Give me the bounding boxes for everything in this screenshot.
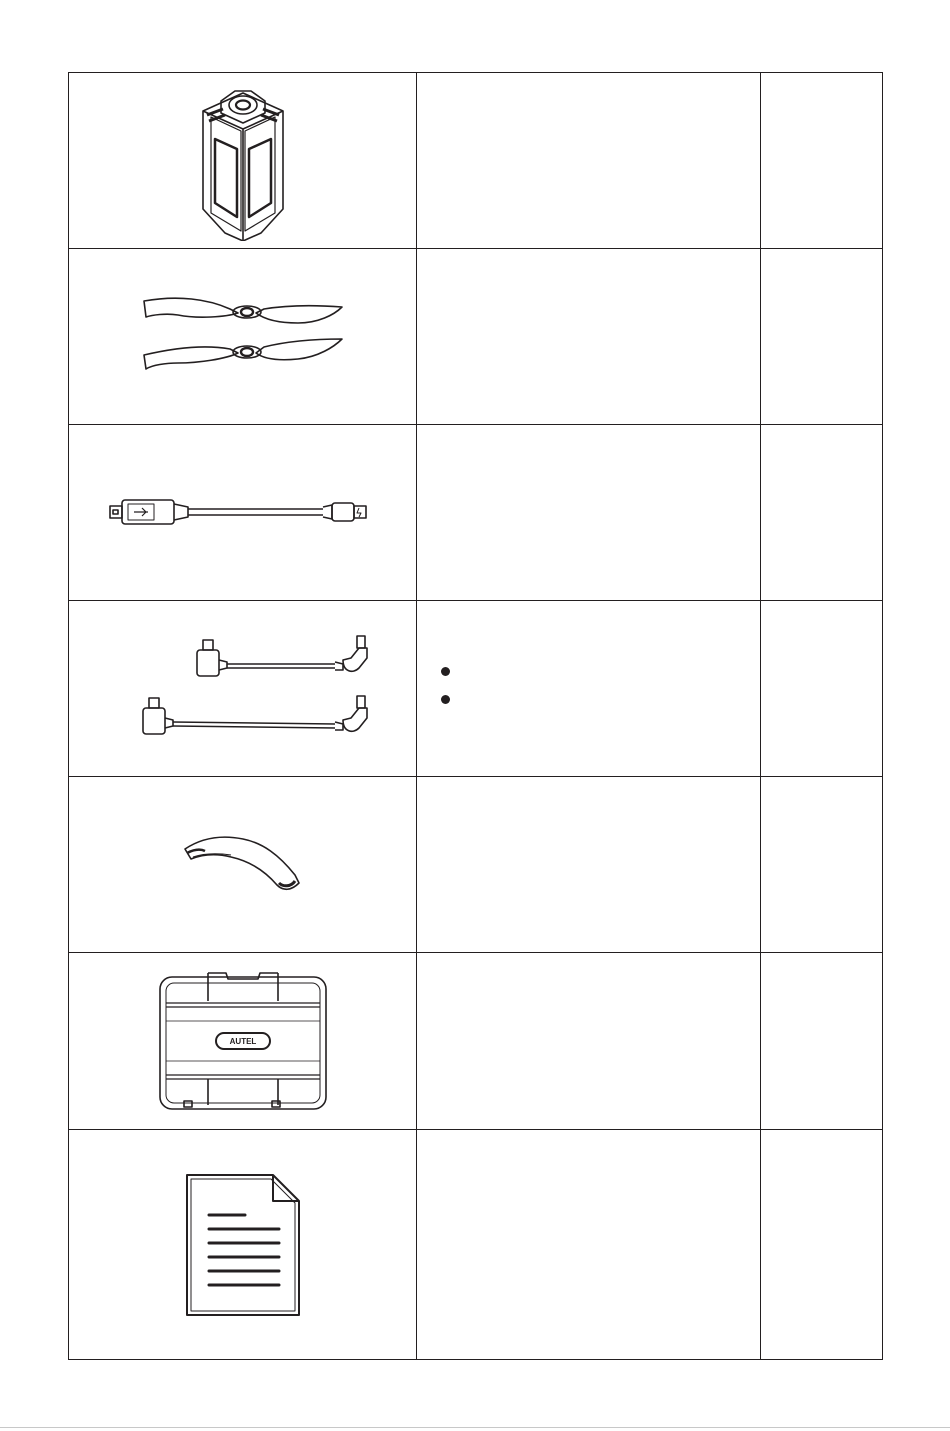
rc-cables-icon	[113, 634, 373, 744]
table-row	[69, 1130, 883, 1360]
item-description-cell	[417, 249, 761, 425]
item-quantity-cell	[761, 73, 883, 249]
item-image-cell	[69, 73, 417, 249]
item-quantity-cell	[761, 777, 883, 953]
strap-icon	[183, 835, 303, 895]
item-quantity-cell	[761, 953, 883, 1130]
item-description-cell	[417, 777, 761, 953]
battery-icon	[183, 81, 303, 241]
item-description-cell	[417, 73, 761, 249]
item-description-cell	[417, 953, 761, 1130]
bullet-list	[441, 667, 721, 723]
item-description-cell	[417, 1130, 761, 1360]
bullet-icon	[441, 695, 450, 704]
item-description-cell	[417, 601, 761, 777]
item-image-cell	[69, 249, 417, 425]
table-row	[69, 425, 883, 601]
table-row	[69, 249, 883, 425]
item-image-cell	[69, 953, 417, 1130]
case-logo-text: AUTEL	[229, 1037, 256, 1046]
item-image-cell	[69, 777, 417, 953]
list-item	[441, 695, 721, 723]
item-quantity-cell	[761, 601, 883, 777]
item-image-cell	[69, 601, 417, 777]
package-contents-table	[68, 72, 883, 1360]
table-row	[69, 953, 883, 1130]
propellers-icon	[138, 297, 348, 377]
usb-cable-icon	[108, 493, 378, 533]
item-description-cell	[417, 425, 761, 601]
carrying-case-icon	[158, 971, 328, 1111]
item-quantity-cell	[761, 249, 883, 425]
item-image-cell	[69, 1130, 417, 1360]
table-row	[69, 777, 883, 953]
list-item	[441, 667, 721, 695]
table-row	[69, 73, 883, 249]
item-quantity-cell	[761, 1130, 883, 1360]
table-row	[69, 601, 883, 777]
bullet-icon	[441, 667, 450, 676]
page-bottom-divider	[0, 1427, 950, 1428]
item-image-cell	[69, 425, 417, 601]
document-icon	[185, 1173, 301, 1317]
item-quantity-cell	[761, 425, 883, 601]
